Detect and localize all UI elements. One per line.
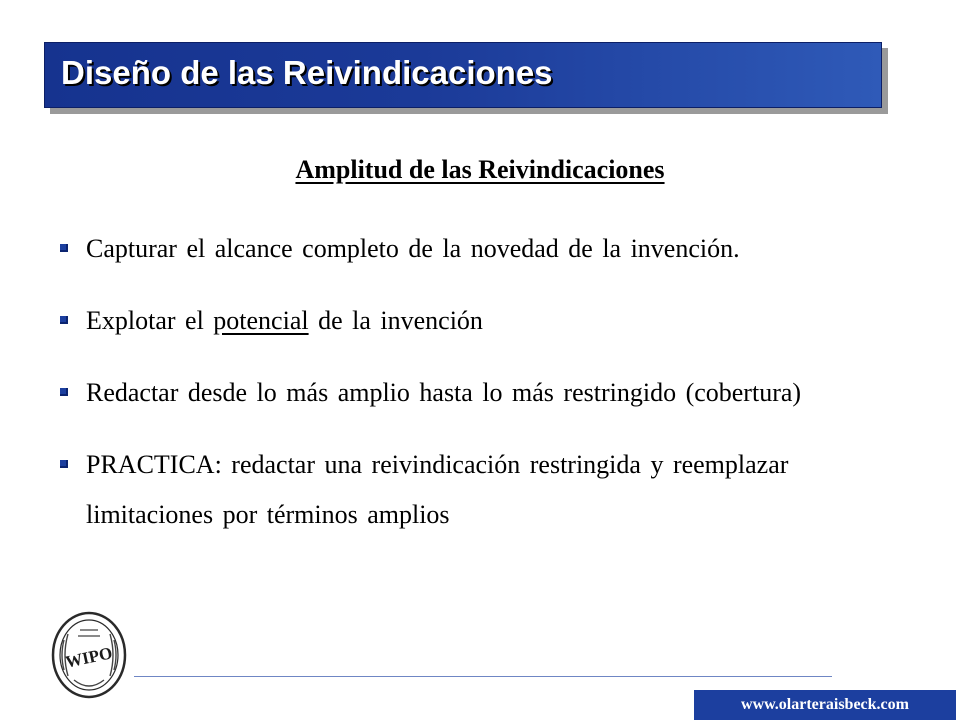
bullet-text: PRACTICA: redactar una reivindicación restringida y reemplazar limitaciones por términos amplios xyxy=(86,450,789,529)
bullet-list xyxy=(58,224,918,562)
bullet-text: Capturar el alcance completo de la novedad de la invención. xyxy=(86,234,740,263)
wipo-logo-text: WIPO xyxy=(63,643,114,672)
bullet-text-underlined: potencial xyxy=(213,306,309,335)
bullet-text: Redactar desde lo más amplio hasta lo más restringido (cobertura) xyxy=(86,378,802,407)
square-bullet-icon xyxy=(60,244,68,252)
footer-url-link[interactable]: www.olarteraisbeck.com xyxy=(694,690,956,720)
title-bar xyxy=(44,42,882,108)
wipo-emblem-icon xyxy=(50,610,128,700)
square-bullet-icon xyxy=(60,316,68,324)
bullet-item xyxy=(58,368,918,418)
slide-title: Diseño de las Reivindicaciones xyxy=(61,54,553,91)
bullet-item xyxy=(58,224,918,274)
square-bullet-icon xyxy=(60,460,68,468)
slide-subtitle: Amplitud de las Reivindicaciones xyxy=(295,155,665,184)
footer-divider xyxy=(134,676,832,677)
bullet-text-before: Explotar el xyxy=(86,306,214,335)
square-bullet-icon xyxy=(60,388,68,396)
bullet-item xyxy=(58,296,918,346)
bullet-text-after: de la invención xyxy=(308,306,483,335)
bullet-item xyxy=(58,440,918,540)
